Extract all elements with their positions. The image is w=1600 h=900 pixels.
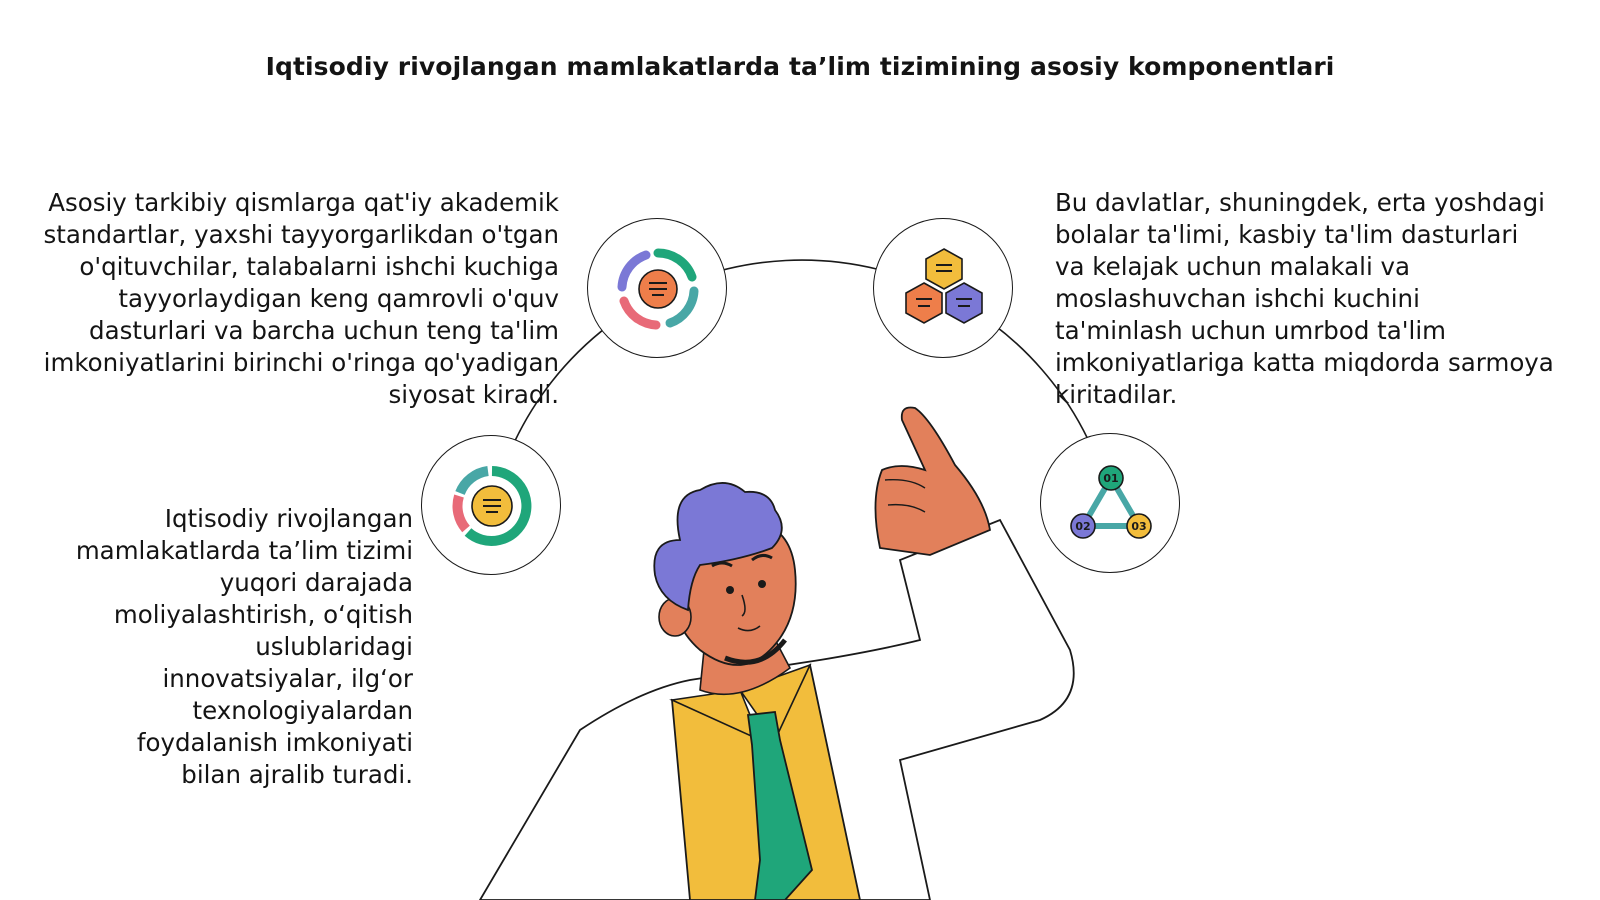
- text-block-top-left: Asosiy tarkibiy qismlarga qat'iy akademik standartlar, yaxshi tayyorgarlikdan o'tgan o'qituvchilar, talabalarni ishchi kuchiga tayyorlaydigan keng qamrovli o'quv dasturlari va barcha uchun teng ta'lim imkoniyatlarini birinchi o'ringa qo'yadigan siyosat kiradi.: [43, 188, 559, 409]
- hexagons-icon: [873, 218, 1013, 358]
- page-title: Iqtisodiy rivojlangan mamlakatlarda ta’lim tizimining asosiy komponentlari: [265, 52, 1335, 81]
- triangle-network-icon: [1040, 433, 1180, 573]
- cycle-arrows-icon: [587, 218, 727, 358]
- text-block-top-right: Bu davlatlar, shuningdek, erta yoshdagi bolalar ta'limi, kasbiy ta'lim dasturlari va kelajak uchun malakali va moslashuvchan ishchi kuchini ta'minlash uchun umrbod ta'lim imkoniyatlariga katta miqdorda sarmoya kiritadilar.: [1055, 188, 1554, 409]
- text-block-bottom-left: Iqtisodiy rivojlangan mamlakatlarda ta’lim tizimi yuqori darajada moliyalashtirish, o‘qitish uslublaridagi innovatsiyalar, ilg‘or texnologiyalardan foydalanish imkoniyati bilan ajralib turadi.: [75, 504, 413, 789]
- node-label: 02: [1075, 520, 1091, 533]
- donut-chart-icon: [421, 435, 561, 575]
- node-label: 01: [1103, 472, 1119, 485]
- pointing-hand: [875, 408, 990, 556]
- node-label: 03: [1131, 520, 1147, 533]
